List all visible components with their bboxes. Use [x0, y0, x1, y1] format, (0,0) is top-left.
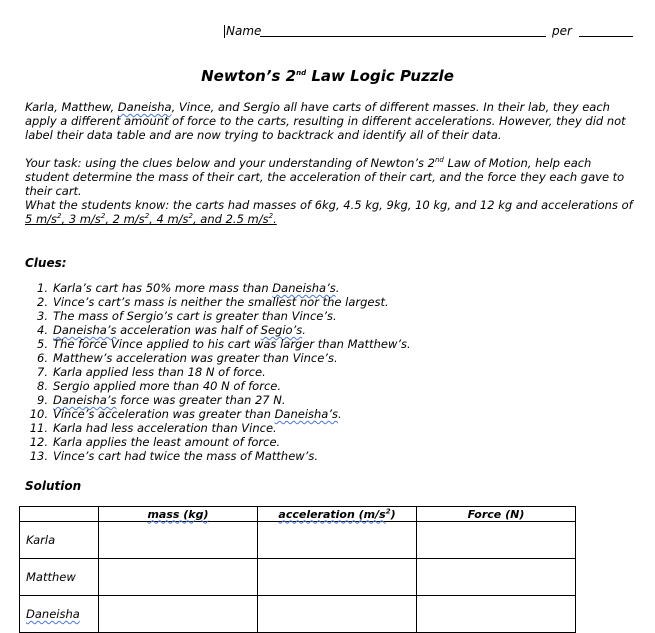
- clue-text-pre: The mass of Sergio’s cart is greater than Vince’s.: [53, 309, 337, 323]
- table-row: [20, 522, 576, 559]
- clues-heading: Clues:: [25, 256, 67, 270]
- intro-text-2: , Vince, and Sergio all have carts of different masses. In their lab, they each apply a different amount of force to the carts, resulting in different accelerations. However, they did not label their data table and are now trying to backtrack and identify all of their data.: [25, 100, 626, 142]
- title-text: Newton’s 2: [201, 67, 297, 85]
- accel-header-text: acceleration (m/s: [278, 507, 386, 521]
- acceleration-sup: 2: [144, 212, 150, 221]
- clue-text-pre: Karla applied less than 18 N of force.: [53, 365, 266, 379]
- acceleration-value: 4 m/s: [156, 212, 189, 226]
- acceleration-sup: 2: [100, 212, 106, 221]
- acceleration-answer-cell[interactable]: [258, 559, 417, 596]
- clue-text: [53, 379, 281, 393]
- list-item: [28, 309, 411, 323]
- clue-text-pre: Karla had less acceleration than Vince.: [53, 421, 277, 435]
- list-item: [28, 435, 411, 449]
- clue-text-pre: Vince’s cart’s mass is neither the smallest nor the largest.: [53, 295, 389, 309]
- per-label: per: [552, 24, 572, 38]
- mass-answer-cell[interactable]: [99, 559, 258, 596]
- student-name: Karla: [26, 533, 56, 547]
- column-header-mass: [99, 507, 258, 522]
- clue-text: [53, 449, 318, 463]
- acceleration-sup: 2: [57, 212, 62, 221]
- intro-text-1: Karla, Matthew,: [25, 100, 118, 114]
- clue-text: [53, 337, 411, 351]
- clue-text: [53, 365, 266, 379]
- clue-flagged-word: Segio’s: [260, 323, 303, 337]
- clue-text: [53, 281, 339, 295]
- clue-number: 11.: [29, 421, 48, 435]
- list-item: [28, 407, 411, 421]
- column-header-blank: [20, 507, 99, 522]
- task-text-2: Law of Motion, help each student determine the mass of their cart, the acceleration of their cart, and the force they each gave to their cart.: [25, 156, 625, 198]
- clue-text-post: force was greater than 27 N.: [116, 393, 286, 407]
- clue-number: 2.: [37, 295, 48, 309]
- student-name-cell: [20, 596, 99, 633]
- force-answer-cell[interactable]: [417, 522, 576, 559]
- solution-heading: Solution: [25, 479, 82, 493]
- accel-header-close: ): [390, 507, 396, 521]
- task-sup: nd: [435, 156, 444, 165]
- clue-number: 13.: [29, 449, 48, 463]
- clue-text-pre: Karla’s cart has 50% more mass than: [53, 281, 273, 295]
- acceleration-separator: ,: [61, 212, 69, 226]
- page-title: [0, 67, 655, 85]
- acceleration-answer-cell[interactable]: [258, 522, 417, 559]
- clue-number: 4.: [37, 323, 48, 337]
- acceleration-answer-cell[interactable]: [258, 596, 417, 633]
- clue-number: 3.: [37, 309, 48, 323]
- clue-number: 8.: [37, 379, 48, 393]
- clue-text-pre: Karla applies the least amount of force.: [53, 435, 281, 449]
- mass-answer-cell[interactable]: [99, 522, 258, 559]
- task-paragraph: [25, 156, 637, 198]
- acceleration-separator: , and: [193, 212, 226, 226]
- acceleration-value: 5 m/s: [25, 212, 58, 226]
- clue-number: 6.: [37, 351, 48, 365]
- clue-text: [53, 421, 277, 435]
- clue-number: 1.: [37, 281, 48, 295]
- list-item: [28, 393, 411, 407]
- force-answer-cell[interactable]: [417, 559, 576, 596]
- mass-answer-cell[interactable]: [99, 596, 258, 633]
- acceleration-value: 2 m/s: [112, 212, 145, 226]
- clue-text: [53, 393, 286, 407]
- text-cursor: [224, 25, 225, 38]
- acceleration-value: 3 m/s: [68, 212, 101, 226]
- table-row: [20, 559, 576, 596]
- list-item: [28, 379, 411, 393]
- clue-text: [53, 407, 342, 421]
- list-item: [28, 449, 411, 463]
- student-name: Matthew: [26, 570, 76, 584]
- name-label: Name: [226, 24, 262, 38]
- header-line: [226, 24, 636, 42]
- acceleration-separator: .: [273, 212, 277, 226]
- mass-header-text: mass (kg): [147, 507, 209, 521]
- clue-text: [53, 309, 337, 323]
- clue-number: 9.: [37, 393, 48, 407]
- period-blank[interactable]: [579, 36, 633, 37]
- table-header-row: [20, 507, 576, 522]
- acceleration-separator: ,: [105, 212, 113, 226]
- clue-text: [53, 351, 338, 365]
- list-item: [28, 295, 411, 309]
- title-sup: nd: [296, 69, 307, 77]
- clue-text: [53, 323, 306, 337]
- force-answer-cell[interactable]: [417, 596, 576, 633]
- acceleration-values: [25, 212, 277, 226]
- clue-text: [53, 435, 280, 449]
- clue-list: [28, 281, 411, 463]
- column-header-force: Force (N): [417, 507, 576, 522]
- column-header-acceleration: [258, 507, 417, 522]
- clue-text-pre: Vince’s acceleration was greater than: [53, 407, 275, 421]
- table-row: [20, 596, 576, 633]
- know-text-1: What the students know: the carts had masses of 6kg, 4.5 kg, 9kg, 10 kg, and 12 kg and accelerations of: [25, 198, 633, 212]
- list-item: [28, 323, 411, 337]
- clue-text-pre: Matthew’s acceleration was greater than Vince’s.: [53, 351, 338, 365]
- student-name-cell: [20, 522, 99, 559]
- clue-text-pre: Sergio applied more than 40 N of force.: [53, 379, 281, 393]
- list-item: [28, 281, 411, 295]
- clue-flagged-word: Daneisha’s: [274, 407, 338, 421]
- acceleration-sup: 2: [268, 212, 274, 221]
- list-item: [28, 351, 411, 365]
- title-rest: Law Logic Puzzle: [306, 67, 454, 85]
- acceleration-sup: 2: [188, 212, 193, 221]
- intro-paragraph: [25, 100, 637, 142]
- acceleration-separator: ,: [149, 212, 157, 226]
- list-item: [28, 365, 411, 379]
- clue-flagged-word: Daneisha’s: [272, 281, 336, 295]
- student-name: Daneisha: [26, 607, 80, 621]
- name-blank[interactable]: [260, 36, 546, 37]
- student-name-cell: [20, 559, 99, 596]
- clue-number: 7.: [37, 365, 48, 379]
- list-item: [28, 337, 411, 351]
- clue-text-post: .: [302, 323, 306, 337]
- clue-flagged-word: Daneisha’s: [53, 393, 117, 407]
- clue-text-post: .: [338, 407, 342, 421]
- clue-number: 12.: [29, 435, 48, 449]
- table-body: [20, 522, 576, 633]
- intro-daneisha: Daneisha: [117, 100, 172, 114]
- acceleration-value: 2.5 m/s: [225, 212, 269, 226]
- clue-text: [53, 295, 389, 309]
- clue-number: 5.: [37, 337, 48, 351]
- list-item: [28, 421, 411, 435]
- clue-text-post: acceleration was half of: [116, 323, 261, 337]
- clue-text-post: .: [335, 281, 340, 295]
- clue-number: 10.: [29, 407, 48, 421]
- clue-flagged-word: Daneisha’s: [53, 323, 117, 337]
- solution-table: [19, 506, 576, 633]
- task-text-1: Your task: using the clues below and your understanding of Newton’s 2: [25, 156, 435, 170]
- know-paragraph: [25, 198, 637, 226]
- clue-text-pre: The force Vince applied to his cart was larger than Matthew’s.: [53, 337, 411, 351]
- accel-header-sup: 2: [385, 506, 391, 515]
- clue-text-pre: Vince’s cart had twice the mass of Matthew’s.: [53, 449, 318, 463]
